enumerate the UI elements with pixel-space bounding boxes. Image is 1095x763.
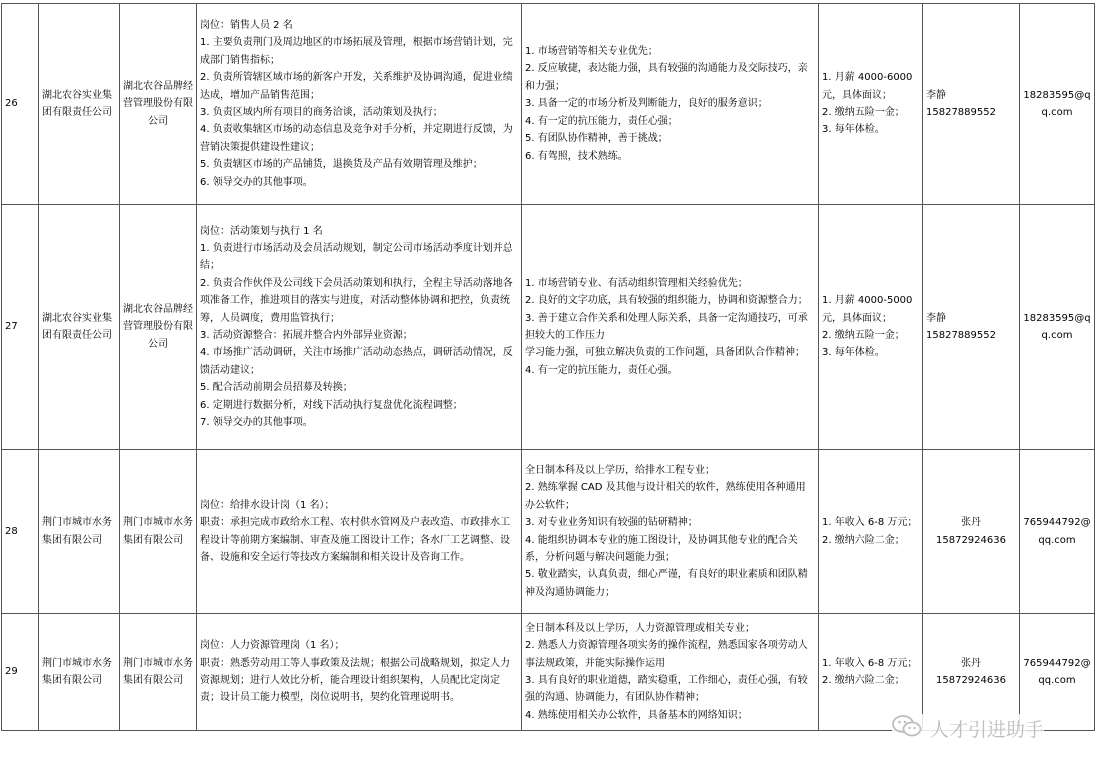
salary-line: 2. 缴纳六险二金； bbox=[822, 534, 905, 546]
requirement-line: 全日制本科及以上学历，给排水工程专业； bbox=[525, 464, 715, 476]
contact-name: 李静 bbox=[926, 312, 946, 324]
row-number: 27 bbox=[2, 205, 39, 450]
requirement-line: 4. 有一定的抗压能力，责任心强。 bbox=[525, 364, 678, 376]
requirement-line: 4. 熟练使用相关办公软件，具备基本的网络知识； bbox=[525, 709, 748, 721]
requirement-line: 2. 反应敏捷，表达能力强，具有较强的沟通能力及交际技巧，亲和力强； bbox=[525, 63, 808, 92]
duty-line: 6. 定期进行数据分析，对线下活动执行复盘优化流程调整； bbox=[200, 399, 463, 411]
table-row bbox=[2, 614, 1095, 731]
salary-line: 2. 缴纳六险二金； bbox=[822, 675, 905, 686]
duty-line: 职责：熟悉劳动用工等人事政策及法规；根据公司战略规划，拟定人力资源规划；进行人效比分析，能合理设计组织架构，人员配比定岗定责；设计员工能力模型，岗位说明书，契约化管理说明书。 bbox=[200, 657, 510, 704]
duty-line: 5. 配合活动前期会员招募及转换； bbox=[200, 382, 353, 394]
contact-phone: 15827889552 bbox=[926, 330, 996, 341]
salary-benefits bbox=[819, 4, 923, 205]
contact-email: 18283595@qq.com bbox=[1020, 205, 1095, 450]
company-name: 荆门市城市水务集团有限公司 bbox=[39, 450, 120, 614]
salary-benefits bbox=[819, 450, 923, 614]
requirement-line: 6. 有驾照，技术熟练。 bbox=[525, 150, 628, 162]
salary-line: 1. 月薪 4000-6000 元，具体面议； bbox=[822, 72, 913, 101]
salary-benefits bbox=[819, 614, 923, 731]
duty-line: 岗位：销售人员 2 名 bbox=[200, 19, 293, 31]
requirement-line: 2. 良好的文字功底，具有较强的组织能力，协调和资源整合力； bbox=[525, 295, 808, 307]
contact-phone: 15827889552 bbox=[926, 107, 996, 118]
requirement-line: 3. 具备一定的市场分析及判断能力，良好的服务意识； bbox=[525, 98, 768, 110]
requirement-line: 3. 具有良好的职业道德，踏实稳重，工作细心，责任心强，有较强的沟通、协调能力，有团队协作精神； bbox=[525, 675, 808, 704]
requirement-line: 学习能力强，可独立解决负责的工作问题，具备团队合作精神； bbox=[525, 347, 805, 359]
duty-line: 1. 主要负责荆门及周边地区的市场拓展及管理，根据市场营销计划，完成部门销售指标； bbox=[200, 37, 513, 66]
contact-email: 18283595@qq.com bbox=[1020, 4, 1095, 205]
employer-name: 湖北农谷品牌经营管理股份有限公司 bbox=[120, 205, 197, 450]
contact bbox=[923, 614, 1020, 731]
table-row bbox=[2, 450, 1095, 614]
requirement-line: 5. 敬业踏实，认真负责，细心严谨，有良好的职业素质和团队精神及沟通协调能力； bbox=[525, 569, 808, 598]
wechat-icon bbox=[892, 714, 922, 743]
duty-line: 1. 负责进行市场活动及会员活动规划，制定公司市场活动季度计划并总结； bbox=[200, 242, 513, 272]
watermark bbox=[892, 714, 1044, 743]
contact-email: 765944792@qq.com bbox=[1020, 614, 1095, 731]
requirement-line: 1. 市场营销专业、有活动组织管理相关经验优先； bbox=[525, 277, 748, 289]
contact bbox=[923, 450, 1020, 614]
duty-line: 岗位：人力资源管理岗（1 名）； bbox=[200, 640, 345, 652]
table-row bbox=[2, 4, 1095, 205]
table-row bbox=[2, 205, 1095, 450]
duty-line: 岗位：活动策划与执行 1 名 bbox=[200, 225, 323, 237]
employer-name: 荆门市城市水务集团有限公司 bbox=[120, 450, 197, 614]
contact-phone: 15872924636 bbox=[936, 675, 1006, 686]
salary-line: 1. 年收入 6-8 万元； bbox=[822, 657, 918, 669]
duty-line: 3. 活动资源整合：拓展并整合内外部异业资源； bbox=[200, 330, 413, 341]
requirement-line: 3. 善于建立合作关系和处理人际关系，具备一定沟通技巧，可承担较大的工作压力 bbox=[525, 312, 808, 341]
requirement-line: 2. 熟练掌握 CAD 及其他与设计相关的软件，熟练使用各种通用办公软件； bbox=[525, 482, 806, 511]
contact-phone: 15872924636 bbox=[936, 534, 1006, 546]
contact-name: 张丹 bbox=[961, 657, 981, 669]
salary-line: 3. 每年体检。 bbox=[822, 347, 885, 359]
salary-benefits bbox=[819, 205, 923, 450]
job-duties bbox=[197, 614, 522, 731]
salary-line: 2. 缴纳五险一金； bbox=[822, 107, 905, 118]
duty-line: 4. 市场推广活动调研，关注市场推广活动动态热点，调研活动情况，反馈活动建议； bbox=[200, 347, 513, 376]
company-name: 荆门市城市水务集团有限公司 bbox=[39, 614, 120, 731]
job-requirements bbox=[522, 4, 819, 205]
employer-name: 湖北农谷品牌经营管理股份有限公司 bbox=[120, 4, 197, 205]
duty-line: 岗位：给排水设计岗（1 名）； bbox=[200, 499, 335, 511]
job-requirements bbox=[522, 205, 819, 450]
requirement-line: 全日制本科及以上学历，人力资源管理或相关专业； bbox=[525, 622, 755, 634]
duty-line: 5. 负责辖区市场的产品铺货，退换货及产品有效期管理及维护； bbox=[200, 159, 483, 171]
row-number: 26 bbox=[2, 4, 39, 205]
employer-name: 荆门市城市水务集团有限公司 bbox=[120, 614, 197, 731]
contact-email: 765944792@qq.com bbox=[1020, 450, 1095, 614]
requirement-line: 5. 有团队协作精神，善于挑战； bbox=[525, 133, 668, 145]
company-name: 湖北农谷实业集团有限责任公司 bbox=[39, 205, 120, 450]
requirement-line: 4. 能组织协调本专业的施工图设计，及协调其他专业的配合关系，分析问题与解决问题能力强； bbox=[525, 534, 798, 563]
requirement-line: 4. 有一定的抗压能力，责任心强； bbox=[525, 115, 678, 127]
job-duties bbox=[197, 4, 522, 205]
requirement-line: 2. 熟悉人力资源管理各项实务的操作流程，熟悉国家各项劳动人事法规政策，并能实际操作运用 bbox=[525, 640, 808, 669]
contact-name: 张丹 bbox=[961, 517, 981, 529]
duty-line: 2. 负责合作伙伴及公司线下会员活动策划和执行，全程主导活动落地各项准备工作，推进项目的落实与进度，对活动整体协调和把控，负责统筹，人员调度，费用监管执行； bbox=[200, 277, 513, 324]
job-duties bbox=[197, 205, 522, 450]
salary-line: 1. 月薪 4000-5000 元，具体面议； bbox=[822, 295, 913, 324]
contact bbox=[923, 205, 1020, 450]
row-number: 28 bbox=[2, 450, 39, 614]
job-requirements bbox=[522, 614, 819, 731]
duty-line: 6. 领导交办的其他事项。 bbox=[200, 176, 313, 188]
contact bbox=[923, 4, 1020, 205]
contact-name: 李静 bbox=[926, 89, 946, 101]
job-table bbox=[1, 3, 1095, 731]
requirement-line: 1. 市场营销等相关专业优先； bbox=[525, 46, 658, 58]
salary-line: 3. 每年体检。 bbox=[822, 124, 885, 136]
salary-line: 2. 缴纳五险一金； bbox=[822, 330, 905, 341]
duty-line: 2. 负责所管辖区域市场的新客户开发，关系维护及协调沟通，促进业绩达成，增加产品销售范围； bbox=[200, 72, 513, 101]
requirement-line: 3. 对专业业务知识有较强的钻研精神； bbox=[525, 517, 698, 529]
duty-line: 3. 负责区域内所有项目的商务洽谈，活动策划及执行； bbox=[200, 107, 443, 118]
row-number: 29 bbox=[2, 614, 39, 731]
duty-line: 7. 领导交办的其他事项。 bbox=[200, 417, 313, 429]
company-name: 湖北农谷实业集团有限责任公司 bbox=[39, 4, 120, 205]
salary-line: 1. 年收入 6-8 万元； bbox=[822, 517, 918, 529]
duty-line: 职责：承担完成市政给水工程、农村供水管网及户表改造、市政排水工程设计等前期方案编制、审查及施工图设计工作；各水厂工艺调整、设备、设施和安全运行等技改方案编制和相关设计及咨询工作。 bbox=[200, 517, 510, 563]
duty-line: 4. 负责收集辖区市场的动态信息及竞争对手分析，并定期进行反馈，为营销决策提供建设性建议； bbox=[200, 124, 513, 153]
watermark-text: 人才引进助手 bbox=[929, 719, 1044, 741]
job-duties bbox=[197, 450, 522, 614]
job-requirements bbox=[522, 450, 819, 614]
